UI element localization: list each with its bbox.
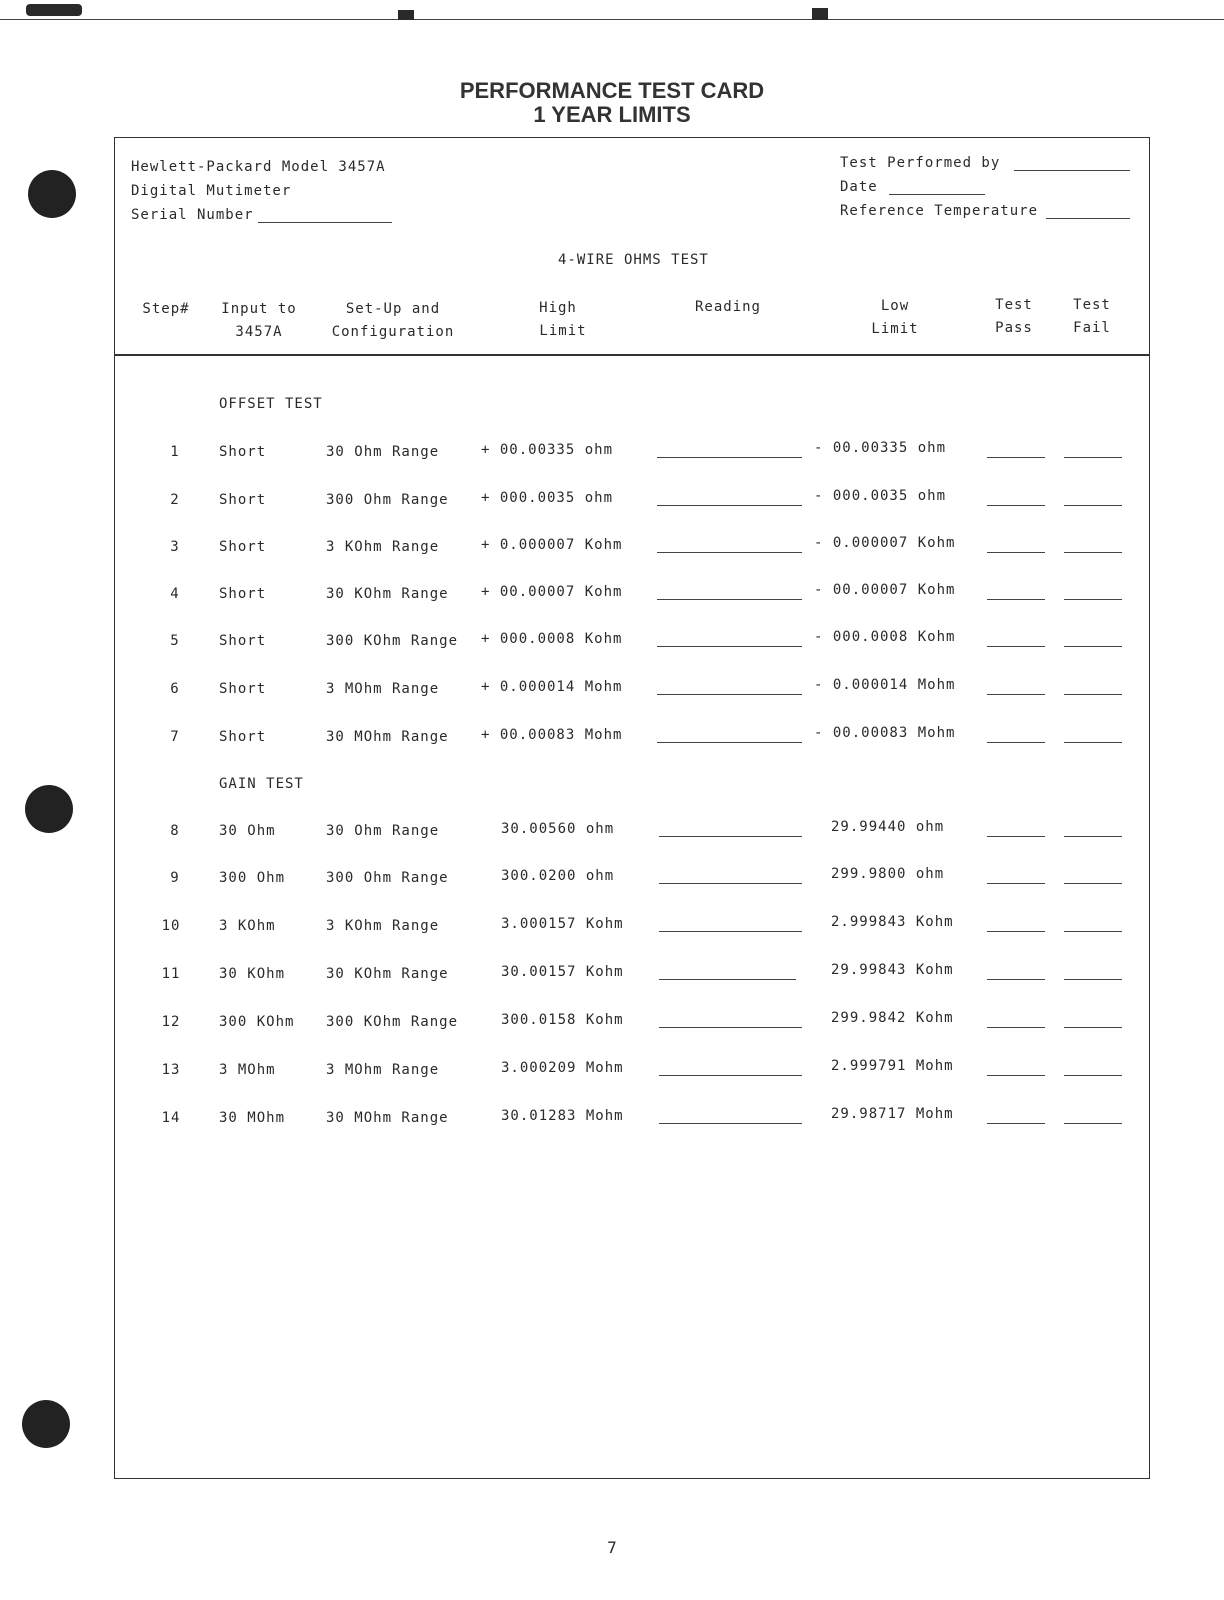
pass-field[interactable]: [987, 931, 1045, 932]
reading-field[interactable]: [657, 457, 802, 458]
row-step: 1: [170, 444, 180, 460]
row-input: 300 KOhm: [219, 1014, 295, 1030]
row-step: 9: [170, 870, 180, 886]
row-setup: 30 Ohm Range: [326, 823, 440, 839]
page-subtitle: 1 YEAR LIMITS: [533, 102, 691, 127]
col-pass-line2: Pass: [995, 320, 1033, 336]
row-high-limit: + 00.00007 Kohm: [481, 584, 623, 600]
row-low-limit: - 0.000014 Mohm: [814, 677, 956, 693]
serial-number-label: Serial Number: [131, 207, 254, 223]
col-fail-line2: Fail: [1073, 320, 1111, 336]
row-input: Short: [219, 539, 267, 555]
row-high-limit: 3.000209 Mohm: [501, 1060, 624, 1076]
row-low-limit: - 000.0008 Kohm: [814, 629, 956, 645]
row-input: Short: [219, 586, 267, 602]
row-setup: 3 MOhm Range: [326, 1062, 440, 1078]
pass-field[interactable]: [987, 836, 1045, 837]
reading-field[interactable]: [657, 505, 802, 506]
row-setup: 300 KOhm Range: [326, 1014, 459, 1030]
pass-field[interactable]: [987, 552, 1045, 553]
page-number: 7: [607, 1538, 617, 1557]
reading-field[interactable]: [659, 1027, 802, 1028]
fail-field[interactable]: [1064, 742, 1122, 743]
row-low-limit: 29.98717 Mohm: [831, 1106, 954, 1122]
reading-field[interactable]: [657, 599, 802, 600]
row-step: 12: [161, 1014, 181, 1030]
col-high-line1: High: [539, 300, 577, 316]
row-step: 2: [170, 492, 180, 508]
reading-field[interactable]: [659, 1075, 802, 1076]
reading-field[interactable]: [657, 742, 802, 743]
row-input: Short: [219, 729, 267, 745]
fail-field[interactable]: [1064, 457, 1122, 458]
top-edge-strip: [0, 0, 1224, 22]
reading-field[interactable]: [657, 694, 802, 695]
section-title: 4-WIRE OHMS TEST: [558, 252, 709, 268]
performed-by-field[interactable]: [1014, 170, 1130, 171]
pass-field[interactable]: [987, 1027, 1045, 1028]
fail-field[interactable]: [1064, 646, 1122, 647]
row-setup: 30 MOhm Range: [326, 1110, 449, 1126]
row-setup: 300 KOhm Range: [326, 633, 459, 649]
fail-field[interactable]: [1064, 979, 1122, 980]
row-step: 7: [170, 729, 180, 745]
pass-field[interactable]: [987, 694, 1045, 695]
pass-field[interactable]: [987, 505, 1045, 506]
row-input: 30 Ohm: [219, 823, 276, 839]
header-divider: [114, 354, 1150, 356]
fail-field[interactable]: [1064, 1123, 1122, 1124]
row-low-limit: - 00.00083 Mohm: [814, 725, 956, 741]
row-setup: 30 MOhm Range: [326, 729, 449, 745]
fail-field[interactable]: [1064, 505, 1122, 506]
pass-field[interactable]: [987, 883, 1045, 884]
row-input: Short: [219, 681, 267, 697]
row-setup: 300 Ohm Range: [326, 492, 449, 508]
row-step: 14: [161, 1110, 181, 1126]
row-high-limit: 300.0158 Kohm: [501, 1012, 624, 1028]
col-low-line1: Low: [880, 298, 910, 314]
col-input-line1: Input to: [221, 301, 297, 317]
fail-field[interactable]: [1064, 1027, 1122, 1028]
row-step: 8: [170, 823, 180, 839]
row-low-limit: 2.999791 Mohm: [831, 1058, 954, 1074]
col-fail-line1: Test: [1073, 297, 1111, 313]
row-step: 3: [170, 539, 180, 555]
row-setup: 30 Ohm Range: [326, 444, 440, 460]
row-high-limit: + 0.000014 Mohm: [481, 679, 623, 695]
pass-field[interactable]: [987, 1075, 1045, 1076]
fail-field[interactable]: [1064, 694, 1122, 695]
fail-field[interactable]: [1064, 552, 1122, 553]
page-title: PERFORMANCE TEST CARD: [459, 78, 765, 103]
reading-field[interactable]: [659, 931, 802, 932]
row-step: 6: [170, 681, 180, 697]
row-step: 5: [170, 633, 180, 649]
binder-hole-bottom: [22, 1400, 70, 1448]
group-offset-test: OFFSET TEST: [219, 396, 323, 412]
model-text: Hewlett-Packard Model 3457A: [131, 159, 386, 175]
row-setup: 30 KOhm Range: [326, 966, 449, 982]
col-setup-line2: Configuration: [331, 324, 455, 340]
row-setup: 3 KOhm Range: [326, 918, 440, 934]
row-high-limit: + 000.0008 Kohm: [481, 631, 623, 647]
row-high-limit: 30.01283 Mohm: [501, 1108, 624, 1124]
instrument-text: Digital Mutimeter: [131, 183, 292, 199]
row-high-limit: 30.00157 Kohm: [501, 964, 624, 980]
row-input: 30 KOhm: [219, 966, 286, 982]
pass-field[interactable]: [987, 646, 1045, 647]
top-edge-line: [0, 19, 1224, 20]
col-input-line2: 3457A: [235, 324, 283, 340]
binder-hole-top: [28, 170, 76, 218]
col-reading: Reading: [694, 299, 761, 315]
row-step: 13: [161, 1062, 181, 1078]
reference-temperature-label: Reference Temperature: [840, 203, 1039, 219]
row-setup: 3 MOhm Range: [326, 681, 440, 697]
top-edge-tab-mid: [398, 10, 414, 20]
col-pass-line1: Test: [995, 297, 1033, 313]
row-low-limit: - 0.000007 Kohm: [814, 535, 956, 551]
pass-field[interactable]: [987, 1123, 1045, 1124]
group-gain-test: GAIN TEST: [219, 776, 304, 792]
row-low-limit: - 00.00335 ohm: [814, 440, 947, 456]
row-high-limit: 3.000157 Kohm: [501, 916, 624, 932]
reading-field[interactable]: [659, 1123, 802, 1124]
row-low-limit: 29.99440 ohm: [831, 819, 945, 835]
row-high-limit: + 000.0035 ohm: [481, 490, 614, 506]
top-edge-tab-right: [812, 8, 828, 20]
row-input: Short: [219, 444, 267, 460]
reading-field[interactable]: [659, 979, 796, 980]
row-setup: 300 Ohm Range: [326, 870, 449, 886]
row-step: 11: [161, 966, 181, 982]
row-low-limit: 299.9842 Kohm: [831, 1010, 954, 1026]
pass-field[interactable]: [987, 979, 1045, 980]
binder-hole-middle: [25, 785, 73, 833]
reference-temperature-field[interactable]: [1046, 218, 1130, 219]
row-low-limit: 29.99843 Kohm: [831, 962, 954, 978]
reading-field[interactable]: [659, 836, 802, 837]
row-setup: 3 KOhm Range: [326, 539, 440, 555]
serial-number-field[interactable]: [258, 222, 392, 223]
performed-by-label: Test Performed by: [840, 155, 1001, 171]
col-high-line2: Limit: [539, 323, 587, 339]
fail-field[interactable]: [1064, 883, 1122, 884]
top-edge-tab-left: [26, 4, 82, 16]
row-input: 3 MOhm: [219, 1062, 276, 1078]
row-high-limit: + 00.00083 Mohm: [481, 727, 623, 743]
row-high-limit: + 0.000007 Kohm: [481, 537, 623, 553]
row-low-limit: 2.999843 Kohm: [831, 914, 954, 930]
fail-field[interactable]: [1064, 1075, 1122, 1076]
row-input: 3 KOhm: [219, 918, 276, 934]
row-high-limit: 30.00560 ohm: [501, 821, 615, 837]
row-high-limit: + 00.00335 ohm: [481, 442, 614, 458]
row-low-limit: 299.9800 ohm: [831, 866, 945, 882]
col-setup-line1: Set-Up and: [345, 301, 441, 317]
pass-field[interactable]: [987, 457, 1045, 458]
col-low-line2: Limit: [871, 321, 919, 337]
date-label: Date: [840, 179, 878, 195]
pass-field[interactable]: [987, 742, 1045, 743]
row-input: Short: [219, 633, 267, 649]
row-high-limit: 300.0200 ohm: [501, 868, 615, 884]
row-input: Short: [219, 492, 267, 508]
fail-field[interactable]: [1064, 836, 1122, 837]
row-input: 300 Ohm: [219, 870, 286, 886]
row-setup: 30 KOhm Range: [326, 586, 449, 602]
row-step: 4: [170, 586, 180, 602]
fail-field[interactable]: [1064, 599, 1122, 600]
reading-field[interactable]: [659, 883, 802, 884]
date-field[interactable]: [889, 194, 985, 195]
row-input: 30 MOhm: [219, 1110, 286, 1126]
reading-field[interactable]: [657, 646, 802, 647]
fail-field[interactable]: [1064, 931, 1122, 932]
row-low-limit: - 00.00007 Kohm: [814, 582, 956, 598]
row-low-limit: - 000.0035 ohm: [814, 488, 947, 504]
col-step: Step#: [142, 301, 190, 317]
row-step: 10: [161, 918, 181, 934]
reading-field[interactable]: [657, 552, 802, 553]
pass-field[interactable]: [987, 599, 1045, 600]
